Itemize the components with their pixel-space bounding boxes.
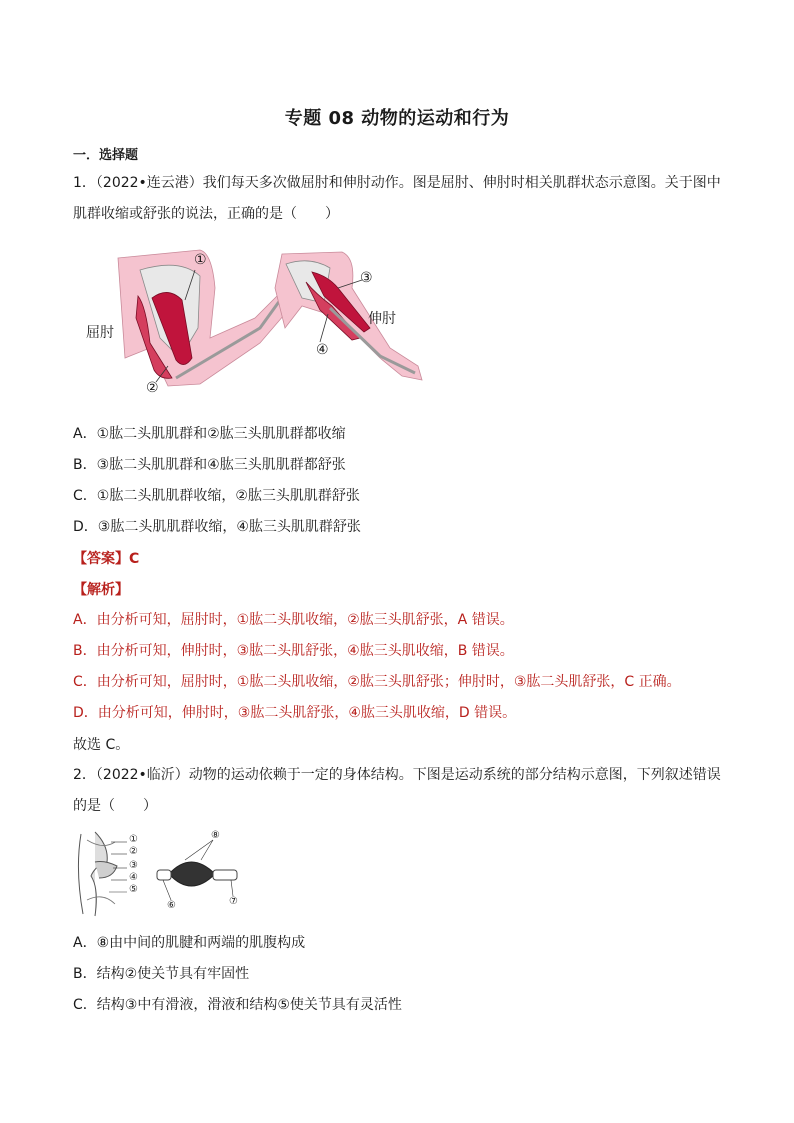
q2-option-a: A．⑧由中间的肌腱和两端的肌腹构成 [73, 935, 306, 951]
muscle-marker-6: ⑥ [167, 900, 176, 911]
joint-marker-2: ② [129, 846, 138, 857]
q1-conclusion: 故选 C。 [73, 737, 130, 753]
q2-option-c: C．结构③中有滑液，滑液和结构⑤使关节具有灵活性 [73, 997, 402, 1013]
q1-option-a: A．①肱二头肌肌群和②肱三头肌肌群都收缩 [73, 426, 346, 442]
q1-analysis-label: 【解析】 [73, 582, 129, 598]
joint-marker-5: ⑤ [129, 884, 138, 895]
page-title: 专题 08 动物的运动和行为 [284, 108, 510, 129]
q1-answer: 【答案】C [73, 551, 140, 567]
q1-analysis-d: D．由分析可知，伸肘时，③肱二头肌舒张，④肱三头肌收缩，D 错误。 [73, 705, 517, 721]
marker-2: ② [146, 380, 159, 396]
muscle-marker-7: ⑦ [229, 896, 238, 907]
q1-option-b: B．③肱二头肌肌群和④肱三头肌肌群都舒张 [73, 457, 346, 473]
q1-analysis-a: A．由分析可知，屈肘时，①肱二头肌收缩，②肱三头肌舒张，A 错误。 [73, 612, 514, 628]
joint-marker-4: ④ [129, 872, 138, 883]
question-1-text: 1．（2022•连云港）我们每天多次做屈肘和伸肘动作。图是屈肘、伸肘时相关肌群状态示意图。关于图中肌群收缩或舒张的说法，正确的是（ ） [73, 175, 721, 222]
q2-option-b: B．结构②使关节具有牢固性 [73, 966, 250, 982]
joint-structure-diagram [73, 830, 248, 918]
label-flexion: 屈肘 [86, 325, 114, 341]
label-extension: 伸肘 [368, 311, 396, 327]
marker-4: ④ [316, 342, 329, 358]
q1-option-c: C．①肱二头肌肌群收缩，②肱三头肌肌群舒张 [73, 488, 360, 504]
joint-marker-1: ① [129, 834, 138, 845]
joint-marker-3: ③ [129, 860, 138, 871]
q1-analysis-b: B．由分析可知，伸肘时，③肱二头肌舒张，④肱三头肌收缩，B 错误。 [73, 643, 514, 659]
section-heading: 一．选择题 [73, 148, 139, 163]
question-2-text: 2．（2022•临沂）动物的运动依赖于一定的身体结构。下图是运动系统的部分结构示意图，下列叙述错误的是（ ） [73, 767, 721, 814]
marker-1: ① [194, 252, 207, 268]
joint-muscle-figure [73, 830, 248, 918]
q1-option-d: D．③肱二头肌肌群收缩，④肱三头肌肌群舒张 [73, 519, 361, 535]
arm-muscle-figure [80, 248, 450, 396]
muscle-marker-8: ⑧ [211, 830, 220, 841]
marker-3: ③ [360, 270, 373, 286]
q1-analysis-c: C．由分析可知，屈肘时，①肱二头肌收缩，②肱三头肌舒张；伸肘时，③肱二头肌舒张，C 正确。 [73, 674, 681, 690]
